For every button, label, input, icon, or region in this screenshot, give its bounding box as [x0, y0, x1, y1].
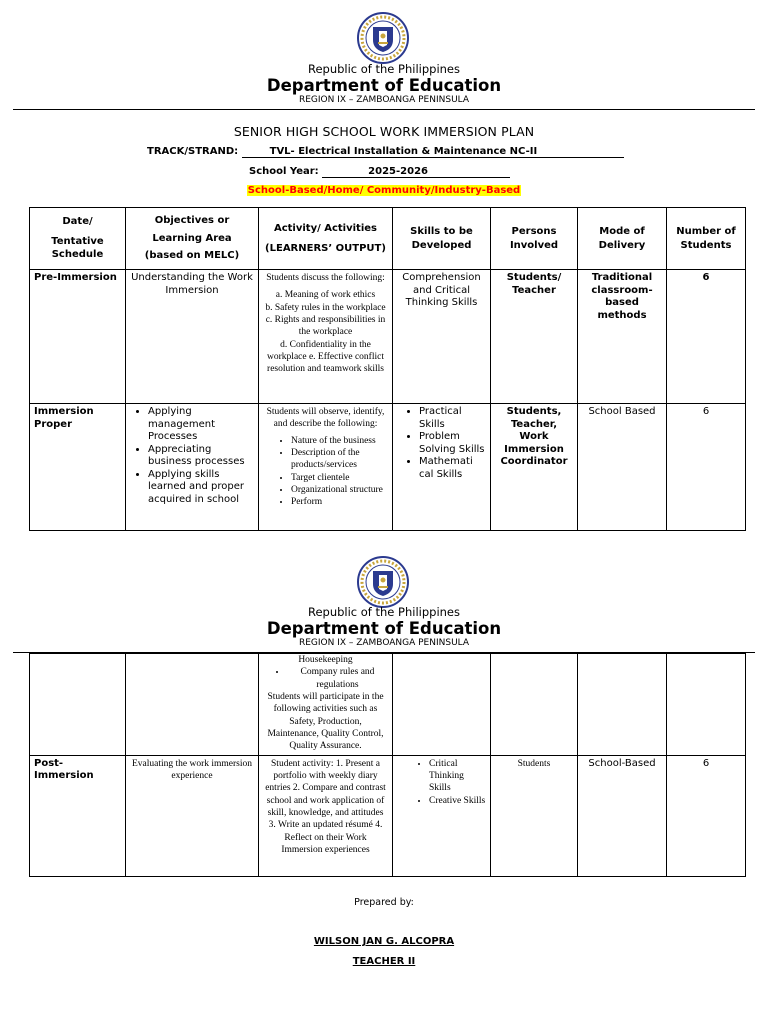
- header-students: Number of Students: [667, 208, 746, 270]
- modality-text: School-Based/Home/ Community/Industry-Based: [247, 185, 521, 196]
- list-item: • Company rules and regulations: [287, 666, 388, 691]
- pre-objective: Understanding the Work Immersion: [126, 270, 259, 404]
- post-mode: School-Based: [578, 755, 667, 876]
- track-strand-row: [147, 146, 624, 158]
- proper-objectives: [126, 404, 259, 531]
- header-schedule: Date/ Tentative Schedule: [30, 208, 126, 270]
- table-row-immersion-proper: [30, 404, 746, 531]
- proper-mode: School Based: [578, 404, 667, 531]
- list-item: • Creative Skills: [429, 795, 486, 807]
- region-text: REGION IX – ZAMBOANGA PENINSULA: [298, 95, 470, 105]
- table-row-post-immersion: [30, 755, 746, 876]
- track-label: TRACK/STRAND:: [147, 146, 239, 157]
- deped-seal-icon: [357, 12, 409, 64]
- pre-persons: Students/ Teacher: [491, 270, 578, 404]
- proper-activity: Students will observe, identify, and describe the following: • Nature of the business • Description of the products/services • Target clientele • Organizational structure • Perform: [259, 404, 393, 531]
- list-item: • Target clientele: [291, 472, 388, 484]
- department-title: Department of Education: [266, 76, 502, 95]
- list-item: • Description of the products/services: [291, 447, 388, 472]
- header-skills: Skills to be Developed: [393, 208, 491, 270]
- header-activity: Activity/ Activities (LEARNERS’ OUTPUT): [259, 208, 393, 270]
- modality-row: [0, 185, 768, 196]
- work-immersion-table: [29, 207, 746, 531]
- proper-students: 6: [667, 404, 746, 531]
- table-row-pre-immersion: [30, 270, 746, 404]
- list-item: • Perform: [291, 496, 388, 508]
- continued-mode: [578, 654, 667, 756]
- school-year-label: School Year:: [249, 166, 319, 177]
- prepared-by-label: Prepared by:: [354, 897, 414, 908]
- pre-schedule: Pre-Immersion: [30, 270, 126, 404]
- pre-skills: Comprehension and Critical Thinking Skills: [393, 270, 491, 404]
- school-year-value: 2025-2026: [322, 166, 510, 178]
- list-item: • Practical Skills: [419, 406, 486, 431]
- header-objectives: Objectives or Learning Area (based on MELC): [126, 208, 259, 270]
- pre-activity: Students discuss the following: a. Meaning of work ethics b. Safety rules in the workplace c. Rights and responsibilities in the workplace d. Confidentiality in the workplace e. Effective conflict resolution and teamwork skills: [259, 270, 393, 404]
- pre-students: 6: [667, 270, 746, 404]
- proper-schedule: Immersion Proper: [30, 404, 126, 531]
- continued-schedule: [30, 654, 126, 756]
- signatory-position: TEACHER II: [352, 956, 416, 967]
- list-item: • Mathemati cal Skills: [419, 456, 486, 481]
- post-objective: Evaluating the work immersion experience: [126, 755, 259, 876]
- department-title: Department of Education: [266, 619, 502, 638]
- header-mode: Mode of Delivery: [578, 208, 667, 270]
- work-immersion-table-continued: [29, 653, 746, 877]
- list-item: • Nature of the business: [291, 435, 388, 447]
- deped-seal-icon: [357, 556, 409, 608]
- republic-text: Republic of the Philippines: [307, 605, 461, 619]
- track-value: TVL- Electrical Installation & Maintenance NC-II: [242, 146, 624, 158]
- table-header-row: [30, 208, 746, 270]
- pre-mode: Traditional classroom-based methods: [578, 270, 667, 404]
- list-item: • Appreciating business processes: [148, 444, 254, 469]
- list-item: • Applying management Processes: [148, 406, 254, 444]
- signatory-name: WILSON JAN G. ALCOPRA: [313, 936, 455, 947]
- continued-objectives: [126, 654, 259, 756]
- plan-title: SENIOR HIGH SCHOOL WORK IMMERSION PLAN: [233, 124, 535, 139]
- continued-skills: [393, 654, 491, 756]
- post-skills: [393, 755, 491, 876]
- post-students: 6: [667, 755, 746, 876]
- post-schedule: Post-Immersion: [30, 755, 126, 876]
- list-item: • Critical Thinking Skills: [429, 758, 486, 795]
- continued-activity: Housekeeping • Company rules and regulations Students will participate in the following activities such as Safety, Production, Maintenance, Quality Control, Quality Assurance.: [259, 654, 393, 756]
- proper-persons: Students, Teacher, Work Immersion Coordinator: [491, 404, 578, 531]
- list-item: • Applying skills learned and proper acquired in school: [148, 469, 254, 507]
- list-item: • Problem Solving Skills: [419, 431, 486, 456]
- region-text: REGION IX – ZAMBOANGA PENINSULA: [298, 638, 470, 648]
- continued-students: [667, 654, 746, 756]
- proper-skills: [393, 404, 491, 531]
- republic-text: Republic of the Philippines: [307, 62, 461, 76]
- post-persons: Students: [491, 755, 578, 876]
- post-activity: Student activity: 1. Present a portfolio with weekly diary entries 2. Compare and contrast school and work application of skill, knowledge, and attitudes 3. Write an updated résumé 4. Reflect on their Work Immersion experiences: [259, 755, 393, 876]
- header-divider: [13, 109, 755, 110]
- continued-persons: [491, 654, 578, 756]
- list-item: • Organizational structure: [291, 484, 388, 496]
- school-year-row: [249, 166, 510, 178]
- table-row-continued: [30, 654, 746, 756]
- header-persons: Persons Involved: [491, 208, 578, 270]
